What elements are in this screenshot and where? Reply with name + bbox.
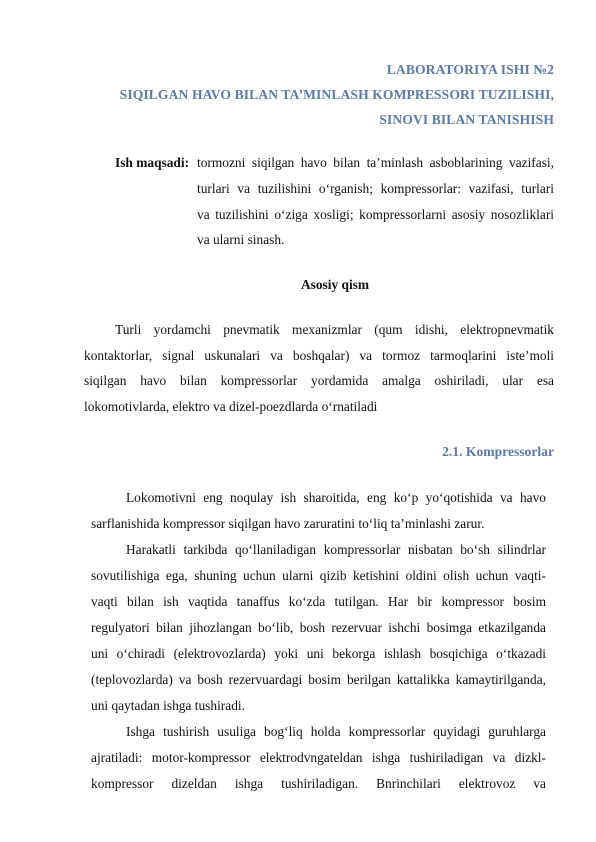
goal-line-4: va ularni sinash. xyxy=(197,232,285,247)
para2-line-7: uni qaytadan ishga tushiradi. xyxy=(91,698,245,713)
para2-line-1: Harakatli tarkibda qo‘llaniladigan kompressorlar nisbatan bo‘sh silindrlar xyxy=(126,542,546,557)
para1-line-2: sarflanishida kompressor siqilgan havo zaruratini to‘liq ta’minlashi zarur. xyxy=(91,516,485,531)
para1-line-1: Lokomotivni eng noqulay ish sharoitida, eng ko‘p yo‘qotishida va havo xyxy=(126,490,546,505)
lab-title-line-2: SINOVI BILAN TANISHISH xyxy=(379,112,554,127)
para2-line-3: vaqti bilan ish vaqtida tanaffus ko‘zda tutilgan. Har bir kompressor bosim xyxy=(91,594,546,609)
goal-line-1: tormozni siqilgan havo bilan ta’minlash asboblarining vazifasi, xyxy=(197,155,554,170)
intro-line-4: lokomotivlarda, elektro va dizel-poezdlarda o‘rnatiladi xyxy=(84,399,378,414)
intro-line-1: Turli yordamchi pnevmatik mexanizmlar (qum idishi, elektropnevmatik xyxy=(115,322,554,337)
lab-title-line-1: SIQILGAN HAVO BILAN TA’MINLASH KOMPRESSORI TUZILISHI, xyxy=(119,87,554,102)
main-heading: Asosiy qism xyxy=(300,277,370,292)
goal-line-2: turlari va tuzilishini o‘rganish; kompressorlar: vazifasi, turlari xyxy=(197,181,554,196)
para3-line-1: Ishga tushirish usuliga bog‘liq holda kompressorlar quyidagi guruhlarga xyxy=(126,724,546,739)
para2-line-4: regulyatori bilan jihozlangan bo‘lib, bosh rezervuar ishchi bosimga etkazilganda xyxy=(91,620,546,635)
intro-line-3: siqilgan havo bilan kompressorlar yordamida amalga oshiriladi, ular esa xyxy=(84,373,554,388)
para3-line-3: kompressor dizeldan ishga tushiriladigan. Bnrinchilari elektrovoz va xyxy=(91,776,546,791)
lab-number-heading: LABORATORIYA ISHI №2 xyxy=(386,62,554,77)
section-title: 2.1. Kompressorlar xyxy=(442,444,554,459)
para2-line-2: sovutilishiga ega, shuning uchun ularni qizib ketishini oldini olish uchun vaqti- xyxy=(91,568,546,583)
goal-label: Ish maqsadi: xyxy=(115,155,190,170)
para3-line-2: ajratiladi: motor-kompressor elektrodvngateldan ishga tushiriladigan va dizkl- xyxy=(91,750,546,765)
goal-line-3: va tuzilishini o‘ziga xosligi; kompressorlarni asosiy nosozliklari xyxy=(197,207,554,222)
intro-line-2: kontaktorlar, signal uskunalari va boshqalar) va tormoz tarmoqlarini iste’moli xyxy=(84,348,554,363)
para2-line-5: uni o‘chiradi (elektrovozlarda) yoki uni bekorga ishlash bosqichiga o‘tkazadi xyxy=(91,646,546,661)
para2-line-6: (teplovozlarda) va bosh rezervuardagi bosim berilgan kattalikka kamaytirilganda, xyxy=(91,672,546,687)
